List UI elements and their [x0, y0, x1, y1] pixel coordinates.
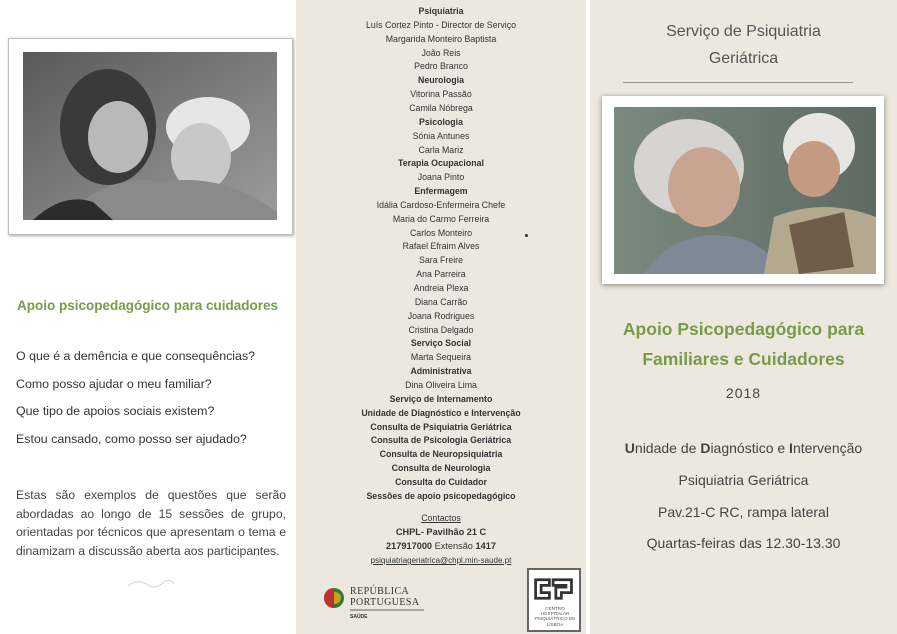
- section-heading: Consulta de Psicologia Geriátrica: [370, 435, 512, 446]
- staff-name: Vitorina Passão: [410, 89, 472, 100]
- right-photo: [614, 107, 876, 274]
- staff-name: Dina Oliveira Lima: [405, 379, 477, 390]
- staff-name: Luís Cortez Pinto - Director de Serviço: [365, 19, 517, 30]
- staff-name: Carlos Monteiro: [409, 227, 473, 238]
- question-4: Estou cansado, como posso ser ajudado?: [16, 432, 247, 446]
- staff-name: Rafael Efraim Alves: [402, 241, 480, 252]
- staff-name: João Reis: [421, 47, 461, 58]
- staff-name: Diana Carrão: [414, 296, 468, 307]
- location: Pav.21-C RC, rampa lateral: [658, 504, 829, 520]
- staff-name: Margarida Monteiro Baptista: [385, 33, 497, 44]
- middle-panel: [296, 0, 586, 634]
- left-panel: [0, 0, 296, 634]
- staff-name: Andreia Plexa: [413, 283, 469, 293]
- republica-text: [350, 586, 420, 608]
- staff-name: Sara Freire: [419, 255, 463, 266]
- email-link[interactable]: psiquiatriageriatrica@chpl.min-saude.pt: [370, 556, 512, 565]
- staff-name: Carla Mariz: [418, 144, 464, 155]
- staff-name: Maria do Carmo Ferreira: [392, 213, 490, 224]
- service-title-line1: Serviço de Psiquiatria: [666, 23, 821, 40]
- staff-name: Idália Cardoso-Enfermeira Chefe: [376, 199, 506, 210]
- unit-initial-u: U: [624, 440, 635, 456]
- section-heading: Sessões de apoio psicopedagógico: [366, 490, 516, 501]
- left-photo: [23, 52, 277, 220]
- question-3: Que tipo de apoios sociais existem?: [16, 404, 215, 418]
- section-heading: Consulta do Cuidador: [395, 476, 487, 487]
- schedule: Quartas-feiras das 12.30-13.30: [646, 535, 841, 551]
- staff-name: Pedro Branco: [414, 61, 468, 72]
- extension-number: 1417: [475, 541, 496, 551]
- unit-name: [590, 440, 897, 456]
- section-heading: Unidade de Diagnóstico e Intervenção: [361, 407, 521, 418]
- staff-name: Marta Sequeira: [410, 352, 472, 363]
- republica-line1: REPÚBLICA: [350, 586, 410, 597]
- section-heading: Consulta de Neurologia: [391, 463, 491, 474]
- unit-rest-3: ntervenção: [792, 440, 863, 456]
- contacts-label: Contactos: [421, 513, 461, 523]
- question-1: O que é a demência e que consequências?: [16, 349, 256, 363]
- unit-initial-d: D: [700, 440, 711, 456]
- staff-name: Joana Pinto: [417, 172, 465, 183]
- service-title-line2: Geriátrica: [708, 50, 779, 67]
- staff-name: Joana Rodrigues: [407, 310, 475, 321]
- question-2: Como posso ajudar o meu familiar?: [16, 377, 212, 391]
- main-heading-line1: Apoio Psicopedagógico para: [622, 319, 865, 339]
- section-heading: Terapia Ocupacional: [398, 158, 484, 169]
- main-heading-line2: Familiares e Cuidadores: [642, 349, 845, 369]
- unit-rest-1: nidade de: [634, 440, 701, 456]
- title-divider: [623, 82, 853, 83]
- chpl-logo-text: CENTRO HOSPITALAR PSIQUIÁTRICO DE LISBOA: [534, 606, 576, 627]
- staff-name: Camila Nóbrega: [409, 102, 473, 113]
- unit-initial-i: I: [789, 440, 793, 456]
- section-heading: Consulta de Neuropsiquiatria: [379, 449, 503, 460]
- unit-rest-2: iagnóstico e: [710, 440, 790, 456]
- chpl-emblem-icon: [531, 572, 577, 606]
- year: 2018: [725, 385, 762, 401]
- address: CHPL- Pavilhão 21 C: [395, 527, 487, 537]
- section-heading: Consulta de Psiquiatria Geriátrica: [370, 421, 512, 432]
- staff-name: Ana Parreira: [416, 269, 466, 280]
- phone-line: [296, 541, 586, 551]
- saude-label: SAÚDE: [350, 614, 368, 620]
- left-paragraph: Estas são exemplos de questões que serão abordadas ao longo de 15 sessões de grupo, orientadas por técnicos que apresentam o tema e dinamizam a discussão aberta aos participantes.: [16, 488, 286, 558]
- left-heading: Apoio psicopedagógico para cuidadores: [17, 298, 279, 313]
- staff-name: Cristina Delgado: [408, 324, 474, 335]
- extension-label: Extensão: [434, 541, 473, 551]
- flourish-ornament: [126, 576, 176, 592]
- section-heading: Serviço Social: [410, 338, 472, 349]
- stray-dot: [525, 234, 528, 237]
- section-heading: Neurologia: [418, 75, 464, 86]
- section-heading: Psicologia: [419, 116, 463, 127]
- section-heading: Serviço de Internamento: [389, 393, 493, 404]
- section-heading: Psiquiatria: [418, 6, 464, 16]
- republica-line2: PORTUGUESA: [350, 597, 420, 608]
- section-heading: Enfermagem: [414, 186, 468, 197]
- section-heading: Administrativa: [410, 366, 472, 377]
- phone-number: 217917000: [386, 541, 433, 551]
- service-name: Psiquiatria Geriátrica: [678, 472, 809, 488]
- staff-name: Sónia Antunes: [412, 130, 470, 141]
